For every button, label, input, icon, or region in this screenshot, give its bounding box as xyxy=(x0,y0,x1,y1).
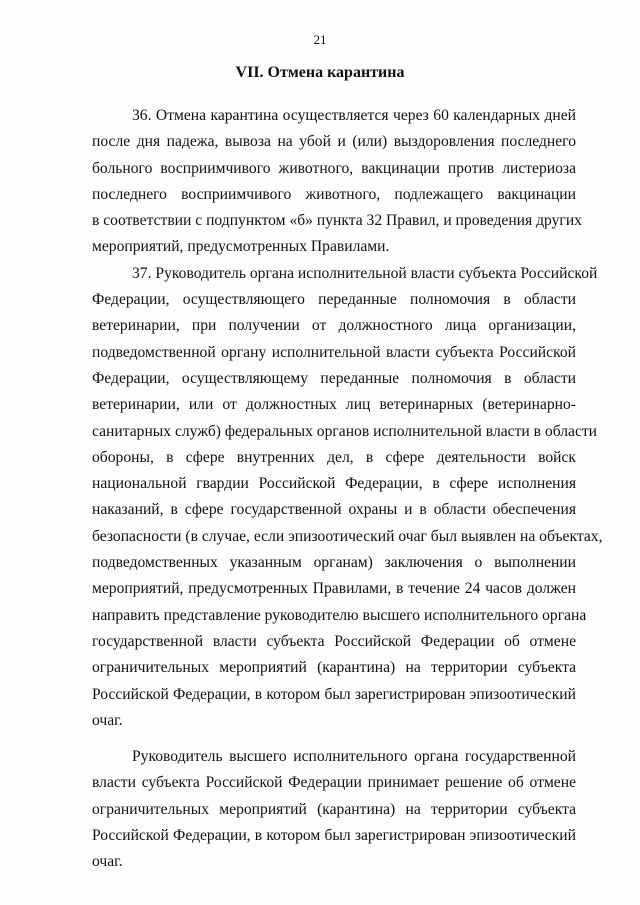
text-line: Федерации, осуществляющего переданные полномочия в области xyxy=(92,291,576,309)
text-line: ограничительных мероприятий (карантина) на территории субъекта xyxy=(92,659,576,677)
text-line: государственной власти субъекта Российской Федерации об отмене xyxy=(92,632,576,650)
paragraph-36 xyxy=(92,103,582,261)
paragraph-37-continuation xyxy=(92,744,576,875)
text-line: 37. Руководитель органа исполнительной власти субъекта Российской xyxy=(132,264,598,282)
text-line: национальной гвардии Российской Федерации, в сфере исполнения xyxy=(92,475,576,493)
text-line: ветеринарии, или от должностных лиц ветеринарных (ветеринарно- xyxy=(92,396,576,414)
text-line: мероприятий, предусмотренных Правилами. xyxy=(92,238,390,256)
text-line: безопасности (в случае, если эпизоотический очаг был выявлен на объектах, xyxy=(92,527,603,545)
text-line: Руководитель высшего исполнительного органа государственной xyxy=(132,748,576,766)
text-line: в соответствии с подпунктом «б» пункта 32 Правил, и проведения других xyxy=(92,212,582,230)
text-line: после дня падежа, вывоза на убой и (или) выздоровления последнего xyxy=(92,133,576,151)
text-line: Российской Федерации, в котором был зарегистрирован эпизоотический xyxy=(92,827,576,845)
text-line: последнего восприимчивого животного, подлежащего вакцинации xyxy=(92,185,576,203)
text-line: ограничительных мероприятий (карантина) на территории субъекта xyxy=(92,800,576,818)
section-title: VII. Отмена карантина xyxy=(235,64,405,81)
text-line: больного восприимчивого животного, вакцинации против листериоза xyxy=(92,159,576,177)
text-line: очаг. xyxy=(92,711,123,729)
text-line: Федерации, осуществляющему переданные полномочия в области xyxy=(92,369,576,387)
paragraph-37 xyxy=(92,261,603,734)
text-line: подведомственной органу исполнительной власти субъекта Российской xyxy=(92,343,576,361)
text-line: ветеринарии, при получении от должностного лица организации, xyxy=(92,317,576,335)
text-line: 36. Отмена карантина осуществляется через 60 календарных дней xyxy=(132,107,576,124)
text-line: наказаний, в сфере государственной охраны и в области обеспечения xyxy=(92,501,576,519)
text-line: Российской Федерации, в котором был зарегистрирован эпизоотический xyxy=(92,685,576,703)
page-number: 21 xyxy=(313,32,327,47)
text-line: направить представление руководителю высшего исполнительного органа xyxy=(92,606,587,624)
text-line: очаг. xyxy=(92,853,123,871)
text-line: санитарных служб) федеральных органов исполнительной власти в области xyxy=(92,422,598,440)
text-line: мероприятий, предусмотренных Правилами, в течение 24 часов должен xyxy=(92,580,576,598)
text-line: подведомственных указанным органам) заключения о выполнении xyxy=(92,554,576,572)
document-body xyxy=(92,103,603,876)
text-line: обороны, в сфере внутренних дел, в сфере деятельности войск xyxy=(92,448,576,466)
text-line: власти субъекта Российской Федерации принимает решение об отмене xyxy=(92,774,576,792)
